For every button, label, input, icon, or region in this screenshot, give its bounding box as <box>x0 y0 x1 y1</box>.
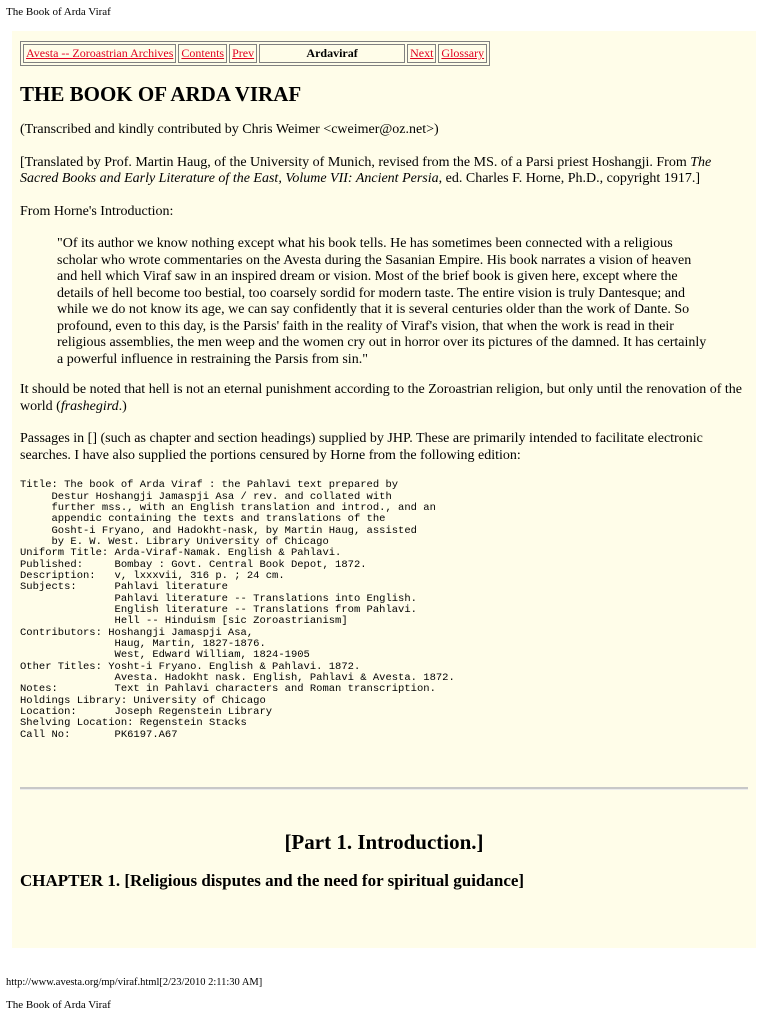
hell-note-text: It should be noted that hell is not an eternal punishment according to the Zoroastrian religion, but only until the renovation of the world ( <box>20 382 742 414</box>
frashegird-term: frashegird <box>60 398 119 414</box>
translation-note-text: [Translated by Prof. Martin Haug, of the University of Munich, revised from the MS. of a Parsi priest Hoshangji. From <box>20 154 691 170</box>
nav-archives-link[interactable]: Avesta -- Zoroastrian Archives <box>26 46 174 60</box>
nav-prev-link[interactable]: Prev <box>232 46 255 60</box>
nav-cell-next <box>407 44 436 63</box>
nav-cell-contents <box>178 44 227 63</box>
navigation-bar <box>20 41 490 66</box>
article <box>20 41 748 891</box>
page-title: THE BOOK OF ARDA VIRAF <box>20 82 302 106</box>
hell-note-tail: .) <box>118 398 127 414</box>
passages-note: Passages in [] (such as chapter and section headings) supplied by JHP. These are primarily intended to facilitate electronic searches. I have also supplied the portions censured by Horne from the following edition: <box>20 431 703 463</box>
translation-note <box>20 155 748 188</box>
chapter-heading: CHAPTER 1. [Religious disputes and the need for spiritual guidance] <box>20 871 525 891</box>
contributed-line: (Transcribed and kindly contributed by Chris Weimer <cweimer@oz.net>) <box>20 122 439 138</box>
print-footer-title: The Book of Arda Viraf <box>6 999 111 1011</box>
catalog-record: Title: The book of Arda Viraf : the Pahlavi text prepared by Destur Hoshangji Jamaspji Asa / rev. and collated with further mss., with an English translation and introd., and an appendic containing the texts and translations of the Gosht-i Fryano, and Hadokht-nask, by Martin Haug, assisted by E. W. West. Library University of Chicago Uniform Title: Arda-Viraf-Namak. English & Pahlavi. Published: Bombay : Govt. Central Book Depot, 1872. Description: v, lxxxvii, 316 p. ; 24 cm. Subjects: Pahlavi literature Pahlavi literature -- Translations into English. English literature -- Translations from Pahlavi. Hell -- Hinduism [sic Zoroastrianism] Contributors: Hoshangji Jamaspji Asa, Haug, Martin, 1827-1876. West, Edward William, 1824-1905 Other Titles: Yosht-i Fryano. English & Pahlavi. 1872. Avesta. Hadokht nask. English, Pahlavi & Avesta. 1872. Notes: Text in Pahlavi characters and Roman transcription. Holdings Library: University of Chicago Location: Joseph Regenstein Library Shelving Location: Regenstein Stacks Call No: PK6197.A67 <box>20 479 455 741</box>
print-footer-url: http://www.avesta.org/mp/viraf.html[2/23/2010 2:11:30 AM] <box>6 977 263 988</box>
nav-cell-archives <box>23 44 176 63</box>
nav-next-link[interactable]: Next <box>410 46 434 60</box>
translation-note-tail: , ed. Charles F. Horne, Ph.D., copyright 1917.] <box>438 171 700 187</box>
print-header-title: The Book of Arda Viraf <box>6 6 111 18</box>
section-divider <box>20 787 748 790</box>
introduction-quote: "Of its author we know nothing except what his book tells. He has sometimes been connected with a religious scholar who wrote commentaries on the Avesta during the Sasanian Empire. His book narrates a vision of heaven and hell which Viraf saw in an inspired dream or vision. Most of the brief book is given here, except where the details of hell become too bestial, too coarsely sordid for modern taste. The entire vision is truly Dantesque; and while we do not know its age, we can say confidently that it is several centuries older than the work of Dante. So profound, even to this day, is the Parsis' faith in the reality of Viraf's vision, that when the work is read in their religious assemblies, the men weep and the women cry out in horror over its pictures of the damned. It has certainly a powerful influence in restraining the Parsis from sin." <box>57 236 707 367</box>
nav-cell-prev <box>229 44 257 63</box>
part-heading: [Part 1. Introduction.] <box>284 830 484 855</box>
page-content-area <box>12 31 756 948</box>
nav-cell-glossary <box>438 44 487 63</box>
nav-glossary-link[interactable]: Glossary <box>441 46 485 60</box>
nav-contents-link[interactable]: Contents <box>181 46 225 60</box>
nav-current-page: Ardaviraf <box>259 44 405 63</box>
hell-note <box>20 382 748 415</box>
source-title: The Sacred Books and Early Literature of the East, Volume VII: Ancient Persia <box>20 154 712 187</box>
intro-label: From Horne's Introduction: <box>20 203 174 219</box>
